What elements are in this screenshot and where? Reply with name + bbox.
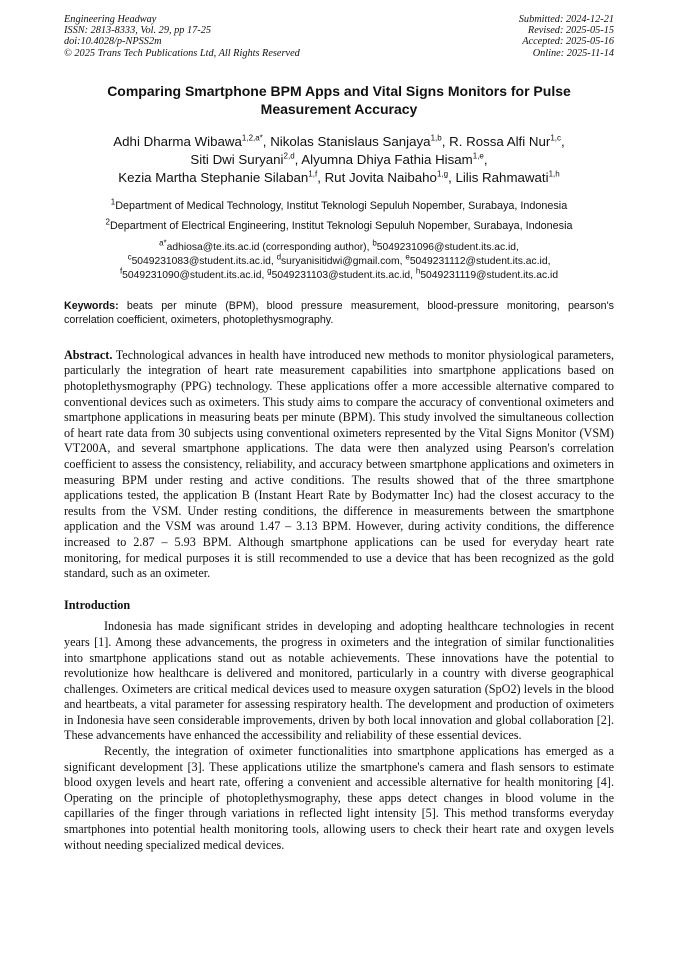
email[interactable]: $^e$5049231112@student.its.ac.id,: [405, 252, 551, 267]
email-list: [64, 238, 614, 283]
abstract-label: Abstract.: [64, 347, 113, 362]
author: R. Rossa Alfi Nur$^{1,c}$,: [449, 133, 565, 149]
paragraph: Recently, the integration of oximeter functionalities into smartphone applications has emerged as a significant development [3]. These applications utilize the smartphone's camera and flash sensors to estimate blood oxygen levels and heart rate, offering a convenient and accessible alternative for health monitoring [4]. Operating on the principle of photoplethysmography, these apps detect changes in blood volume in the capillaries of the finger through variations in reflected light intensity [5]. This method transforms everyday smartphones into potential health monitoring tools, allowing users to check their heart rate and oxygen levels without needing specialized medical devices.: [64, 744, 614, 852]
email[interactable]: $^d$suryanisitidwi@gmail.com,: [276, 252, 406, 267]
journal-header: [64, 14, 614, 59]
revised-date: Revised: 2025-05-15: [527, 25, 614, 37]
author: Siti Dwi Suryani$^{2,d}$,: [190, 151, 302, 167]
paragraph: Indonesia has made significant strides in developing and adopting healthcare technologies in recent years [1]. Among these advancements, the progress in oximeters and the integration of similar functionalities into smartphone applications stand out as notable achievements. These innovations have the potential to revolutionize how healthcare is delivered and monitored, particularly in a country with diverse geographical challenges. Oximeters are critical medical devices used to measure oxygen saturation (SpO2) levels in the blood and heartbeats, a vital parameter for assessing respiratory health. The development and production of oximeters in Indonesia have seen considerable improvements, driven by both local innovation and global collaboration [2]. These advancements have enhanced the accessibility and reliability of these essential devices.: [64, 619, 614, 743]
online-date: Online: 2025-11-14: [532, 47, 614, 59]
email[interactable]: $^c$5049231083@student.its.ac.id,: [127, 252, 277, 267]
keywords-text: beats per minute (BPM), blood pressure measurement, blood-pressure monitoring, pearson's correlation coefficient, oximeters, photoplethysmography.: [64, 299, 614, 326]
header-right: [519, 14, 614, 59]
affiliation-1: $^1$Department of Medical Technology, Institut Teknologi Sepuluh Nopember, Surabaya, Indonesia: [110, 197, 568, 212]
affiliation-2: $^2$Department of Electrical Engineering, Institut Teknologi Sepuluh Nopember, Surabaya, Indonesia: [105, 217, 573, 232]
author: Kezia Martha Stephanie Silaban$^{1,f}$,: [118, 169, 325, 185]
doi[interactable]: doi:10.4028/p-NPSS2m: [64, 36, 162, 48]
paper-title: Comparing Smartphone BPM Apps and Vital Signs Monitors for Pulse Measurement Accuracy: [107, 82, 571, 117]
journal-issn: ISSN: 2813-8333, Vol. 29, pp 17-25: [64, 25, 212, 37]
submitted-date: Submitted: 2024-12-21: [518, 14, 614, 25]
email[interactable]: $^{a*}$adhiosa@te.its.ac.id (corresponding author),: [159, 238, 373, 253]
abstract: [64, 348, 614, 582]
author-list: [64, 133, 614, 187]
keywords: [64, 299, 614, 327]
author: Lilis Rahmawati$^{1,h}$: [455, 169, 560, 185]
section-heading-introduction: Introduction: [64, 597, 131, 612]
email[interactable]: $^h$5049231119@student.its.ac.id: [415, 266, 559, 281]
email[interactable]: $^b$5049231096@student.its.ac.id,: [372, 238, 519, 253]
copyright: © 2025 Trans Tech Publications Ltd, All Rights Reserved: [64, 47, 300, 59]
author: Rut Jovita Naibaho$^{1,g}$,: [324, 169, 456, 185]
author: Alyumna Dhiya Fathia Hisam$^{1,e}$,: [301, 151, 488, 167]
email[interactable]: $^g$5049231103@student.its.ac.id,: [267, 266, 416, 281]
author: Nikolas Stanislaus Sanjaya$^{1,b}$,: [270, 133, 450, 149]
header-left: [64, 14, 300, 59]
author: Adhi Dharma Wibawa$^{1,2,a*}$,: [113, 133, 271, 149]
email[interactable]: $^f$5049231090@student.its.ac.id,: [119, 266, 268, 281]
journal-name: Engineering Headway: [64, 14, 157, 25]
keywords-label: Keywords:: [64, 299, 119, 312]
accepted-date: Accepted: 2025-05-16: [522, 36, 614, 48]
abstract-text: Technological advances in health have introduced new methods to monitor physiological parameters, particularly the integration of heart rate measurement capabilities into smartphone applications based on photoplethysmography (PPG) technology. These applications offer a more accessible alternative compared to conventional devices such as oximeters. This study aims to compare the accuracy of conventional oximeters and smartphone applications in measuring beats per minute (BPM). This study involved the simultaneous collection of heart rate data from 30 subjects using conventional oximeters represented by the Vital Signs Monitor (VSM) VT200A, and several smartphone applications. The data were then analyzed using Pearson's correlation coefficient to assess the consistency, reliability, and accuracy between smartphone applications and oximeters in measuring BPM under resting and active conditions. The results showed that of the three smartphone applications tested, the application B (Instant Heart Rate by Bodymatter Inc) had the closest accuracy to the results from the VSM. Under resting conditions, the difference in measurements between the smartphone application and the VSM was around 1.47 – 3.13 BPM. However, during activity conditions, the difference increased to 2.87 – 5.93 BPM. Although smartphone applications can be used for everyday heart rate monitoring, for medical purposes it is still recommended to use a device that has been recognized as the gold standard, such as an oximeter.: [64, 347, 615, 581]
